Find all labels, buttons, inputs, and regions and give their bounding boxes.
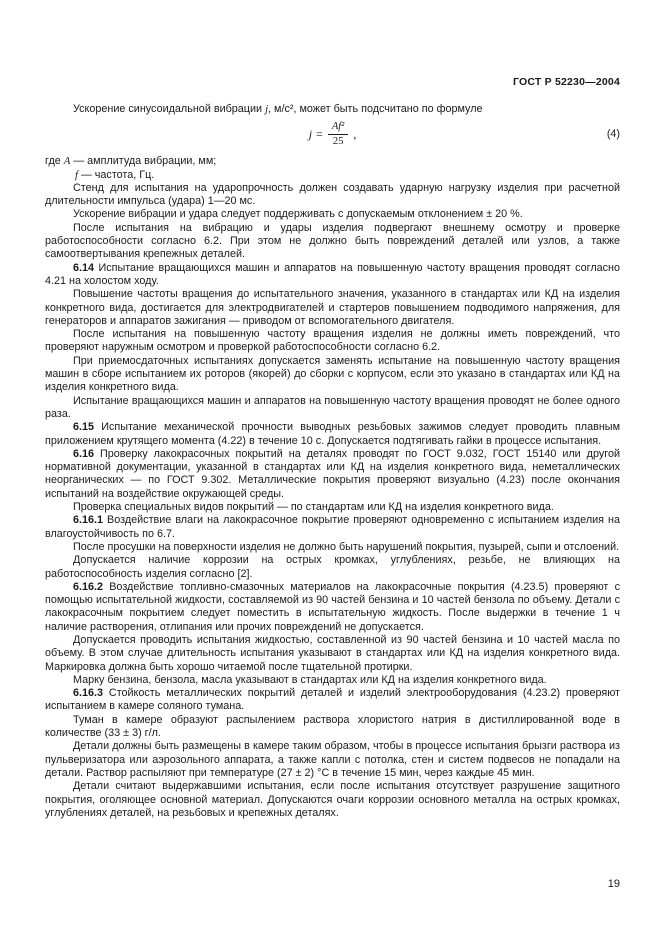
variable-f: f [75, 168, 78, 181]
clause-paragraph: 6.16.1 Воздействие влаги на лакокрасочное покрытие проверяют одновременно с испытанием изделия на влагоустойчивость по 6.7. [45, 514, 620, 540]
formula-number: (4) [606, 128, 621, 141]
definition-1-text: — амплитуда вибрации, мм; [70, 155, 217, 168]
clause-paragraph: 6.16.3 Стойкость металлических покрытий деталей и изделий электрооборудования (4.23.2) проверяют испытанием в камере соляного тумана. [45, 687, 620, 713]
paragraph-list [45, 182, 620, 820]
fraction-denominator: 25 [332, 136, 344, 148]
clause-paragraph: 6.16.2 Воздействие топливно-смазочных материалов на лакокрасочные покрытия (4.23.5) проверяют с помощью испытательной жидкости, составляемой из 90 частей бензина и 10 частей бензола по объему. Детали с лакокрасочным покрытием следует поместить в испытательную жидкость. После выдержки в течение 1 ч наличие растворения, отлипания или прочих повреждений не допускается. [45, 580, 620, 633]
where-definition-2 [45, 169, 620, 182]
formula-block [45, 121, 620, 148]
intro-text-pre: Ускорение синусоидальной вибрации [73, 103, 266, 115]
body-paragraph: Детали должны быть размещены в камере таким образом, чтобы в процессе испытания брызги раствора из пульверизатора или аэрозольного аппарата, а также капли с потолка, стен и систем подвесов не попадали на детали. Раствор распыляют при температуре (27 ± 2) °С в течение 15 мин, через каждые 45 мин. [45, 740, 620, 779]
body-paragraph: После просушки на поверхности изделия не должно быть нарушений покрытия, пузырей, сыпи и отслоений. [73, 540, 620, 553]
body-paragraph: После испытания на вибрацию и удары изделия подвергают внешнему осмотру и проверке работоспособности согласно 6.2. При этом не должно быть повреждений деталей или узлов, а также самоотвертывания крепежных деталей. [45, 221, 620, 261]
body-paragraph: Допускается наличие коррозии на острых кромках, углублениях, резьбе, не влияющих на работоспособность изделия согласно [2]. [45, 554, 620, 580]
body-paragraph: При приемосдаточных испытаниях допускается заменять испытание на повышенную частоту вращения машин в сборе испытанием их роторов (якорей) до сборки с корпусом, если это указано в стандартах или КД на изделия конкретного вида. [45, 354, 620, 394]
clause-paragraph: 6.16 Проверку лакокрасочных покрытий на деталях проводят по ГОСТ 9.032, ГОСТ 15140 или другой нормативной документации, указанной в стандартах или КД на изделия конкретного вида, неметаллических неорганических — по ГОСТ 9.302. Металлические покрытия проверяют визуально (4.23) после окончания испытаний на воздействие окружающей среды. [45, 447, 621, 500]
body-paragraph: Марку бензина, бензола, масла указывают в стандартах или КД на изделия конкретного вида. [73, 673, 547, 686]
clause-number: 6.16 [73, 447, 100, 460]
clause-number: 6.16.3 [73, 687, 109, 700]
intro-paragraph [45, 103, 620, 116]
body-paragraph: Туман в камере образуют распылением раствора хлористого натрия в дистиллированной воде в количестве (33 ± 3) г/л. [45, 713, 620, 740]
body-paragraph: Повышение частоты вращения до испытательного значения, указанного в стандартах или КД на изделия конкретного вида, достигается для электродвигателей и стартеров повышением подводимого напряжения, для генераторов и аппаратов зажигания — приводом от вспомогательного двигателя. [45, 288, 620, 327]
variable-j: j [265, 103, 269, 115]
clause-number: 6.14 [73, 261, 99, 274]
formula-relation: = [316, 127, 323, 142]
fraction [328, 121, 348, 148]
where-word: где [45, 155, 64, 168]
doc-number-header: ГОСТ Р 52230—2004 [512, 76, 620, 88]
variable-A: A [63, 155, 71, 168]
body-paragraph: Ускорение вибрации и удара следует поддерживать с допускаемым отклонением ± 20 %. [73, 208, 523, 221]
where-definition-1 [45, 155, 620, 168]
body-paragraph: Испытание вращающихся машин и аппаратов на повышенную частоту вращения проводят не более одного раза. [45, 394, 620, 420]
clause-paragraph: 6.14 Испытание вращающихся машин и аппаратов на повышенную частоту вращения проводят согласно 4.21 на холостом ходу. [45, 261, 620, 287]
formula-trailing-comma: , [353, 127, 357, 142]
fraction-numerator: Af² [331, 121, 345, 133]
clause-number: 6.16.1 [73, 514, 108, 527]
intro-text-post: , м/с², может быть подсчитано по формуле [268, 103, 483, 115]
formula [309, 121, 357, 148]
document-body [45, 103, 620, 820]
definition-2-text: — частота, Гц. [78, 168, 155, 181]
clause-number: 6.15 [73, 421, 102, 434]
body-paragraph: Допускается проводить испытания жидкостью, составленной из 90 частей бензина и 10 частей масла по объему. В этом случае длительность испытания указывают в стандартах или КД на изделия конкретного вида. Маркировка должна быть хорошо читаемой после тщательной протирки. [45, 633, 620, 673]
body-paragraph: Проверка специальных видов покрытий — по стандартам или КД на изделия конкретного вида. [73, 501, 554, 514]
formula-lhs: j [308, 127, 313, 142]
body-paragraph: После испытания на повышенную частоту вращения изделия не должны иметь повреждений, что проверяют наружным осмотром и проверкой работоспособности согласно 6.2. [45, 328, 620, 354]
body-paragraph: Детали считают выдержавшими испытания, если после испытания отсутствует разрушение защитного покрытия, оголяющее основной материал. Допускаются очаги коррозии основного металла на острых кромках, углублениях деталей, на резьбовых и крепежных деталях. [45, 780, 620, 819]
clause-number: 6.16.2 [73, 580, 110, 593]
page-number: 19 [607, 878, 620, 890]
body-paragraph: Стенд для испытания на ударопрочность должен создавать ударную нагрузку изделия при расчетной длительности импульса (удара) 1—20 мс. [45, 181, 620, 208]
clause-paragraph: 6.15 Испытание механической прочности выводных резьбовых зажимов следует проводить плавным приложением крутящего момента (4.22) в течение 10 с. Допускается подтягивать гайки в процессе испытания. [45, 421, 620, 447]
